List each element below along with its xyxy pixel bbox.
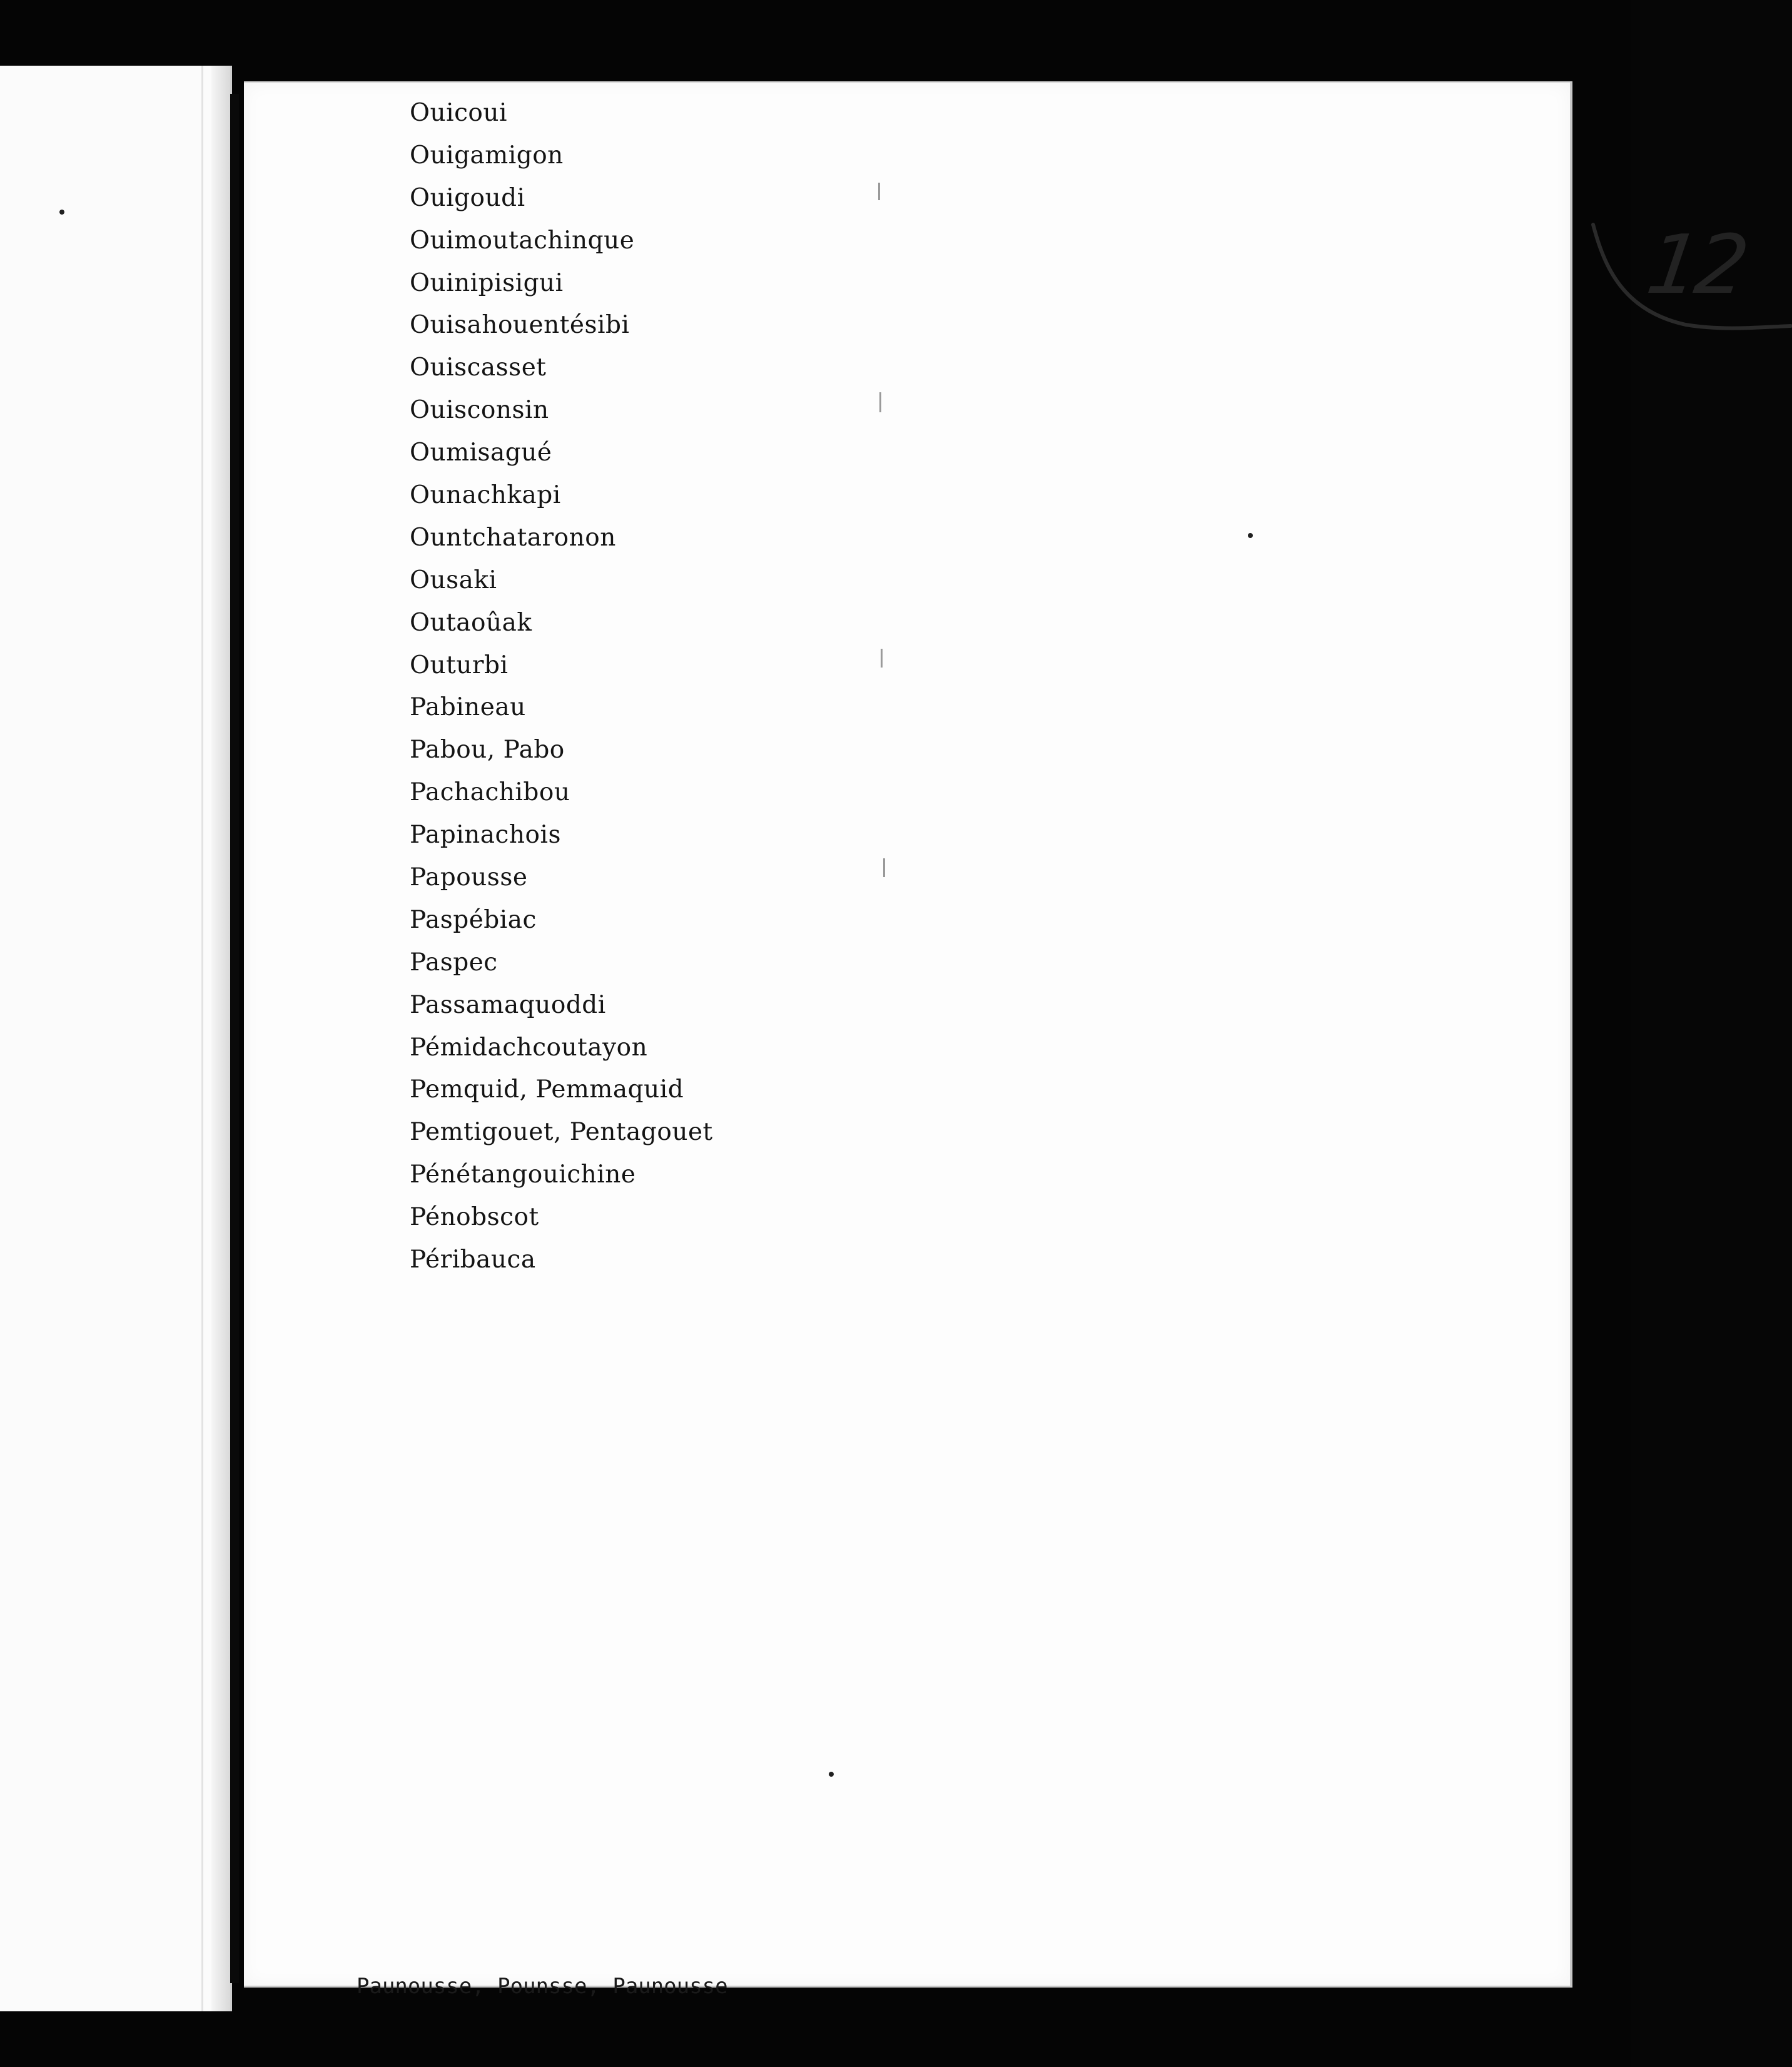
list-item: Ouigoudi — [410, 183, 525, 212]
left-facing-page — [0, 66, 232, 2011]
list-item: Ounachkapi — [410, 481, 561, 510]
binding-spine — [230, 94, 239, 1983]
folio-number — [1592, 217, 1792, 342]
list-item: Pénétangouichine — [410, 1160, 636, 1189]
margin-tick — [878, 183, 880, 200]
margin-tick — [883, 858, 885, 877]
list-item: Ouicoui — [410, 99, 507, 127]
list-item: Pachachibou — [410, 778, 570, 807]
margin-tick — [879, 392, 881, 412]
list-item: Ouigamigon — [410, 141, 564, 170]
list-item: Pabou, Pabo — [410, 736, 565, 764]
folio-number-text: 12 — [1641, 217, 1751, 312]
margin-tick — [881, 649, 883, 668]
list-item: Paspec — [410, 948, 498, 977]
list-item: Pémidachcoutayon — [410, 1033, 648, 1062]
list-item: Pénobscot — [410, 1203, 539, 1232]
list-item: Outurbi — [410, 651, 509, 679]
ink-speck — [1248, 533, 1253, 538]
list-item: Ountchataronon — [410, 523, 616, 552]
list-item: Ouimoutachinque — [410, 226, 635, 255]
list-item: Outaoûak — [410, 608, 532, 637]
list-item: Péribauca — [410, 1246, 536, 1274]
list-item: Pemtigouet, Pentagouet — [410, 1118, 713, 1147]
list-item: Paspébiac — [410, 905, 537, 934]
list-item: Pemquid, Pemmaquid — [410, 1075, 684, 1104]
main-page — [244, 81, 1751, 1988]
left-page-edge — [211, 66, 230, 2011]
ink-speck — [829, 1772, 834, 1777]
list-item: Ouisconsin — [410, 396, 549, 425]
list-item: Papinachois — [410, 821, 561, 850]
list-item: Papousse — [410, 863, 528, 892]
list-item: Ouiscasset — [410, 353, 547, 382]
list-item: Pabineau — [410, 693, 526, 722]
list-item: Oumisagué — [410, 439, 552, 467]
list-item: Passamaquoddi — [410, 990, 606, 1019]
place-name-list — [410, 92, 713, 1281]
list-item: Ousaki — [410, 566, 497, 594]
list-item: Ouisahouentésibi — [410, 311, 630, 340]
bottom-partial-text: Paunousse, Pounsse, Paunousse — [357, 1974, 728, 1999]
left-page-fold — [201, 66, 203, 2011]
list-item: Ouinipisigui — [410, 268, 564, 297]
ink-speck — [59, 210, 64, 215]
